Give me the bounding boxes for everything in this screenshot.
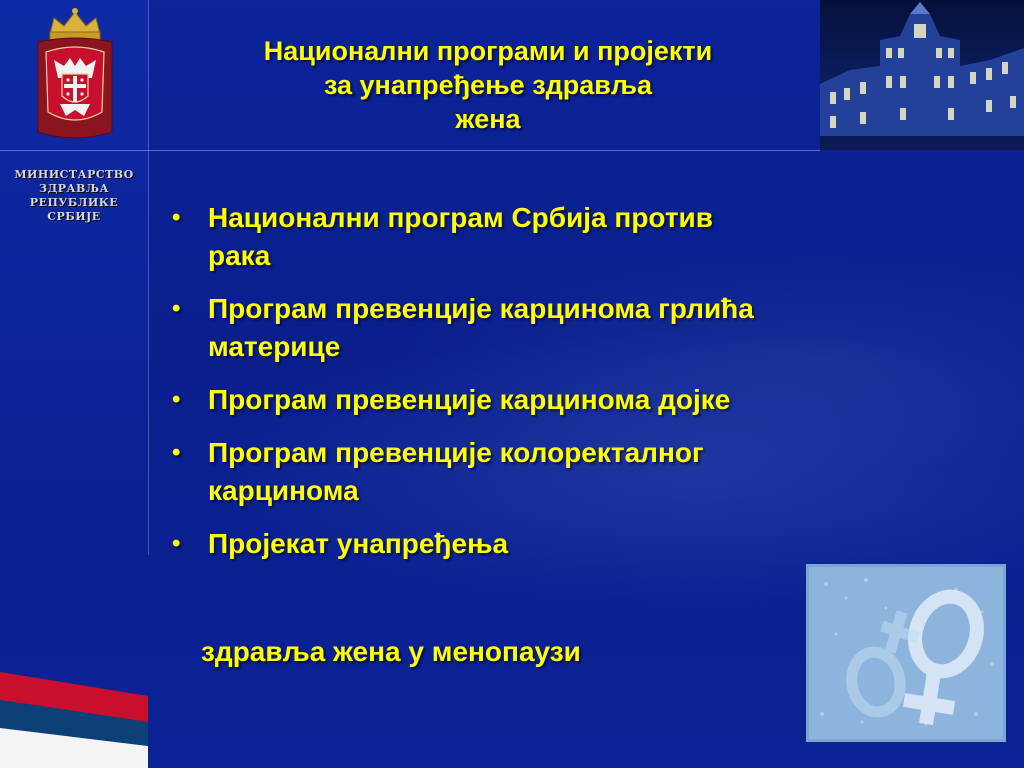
bullet-icon: •	[172, 204, 181, 231]
list-item	[166, 199, 1016, 275]
list-item-line: Пројекат унапређења	[208, 528, 509, 559]
ministry-label	[4, 168, 144, 224]
slide-title	[150, 34, 826, 136]
title-line: за унапређење здравља	[323, 70, 653, 100]
list-item	[166, 525, 1016, 563]
ministry-line: РЕПУБЛИКЕ	[29, 196, 119, 209]
coat-of-arms-icon	[32, 4, 118, 144]
list-item-line: Програм превенције карцинома дојке	[208, 384, 731, 415]
ministry-line: СРБИЈЕ	[47, 210, 101, 223]
program-list	[166, 199, 1016, 578]
list-item	[166, 434, 1016, 510]
crown-icon	[50, 8, 100, 40]
government-building-image	[820, 0, 1024, 150]
list-item-line: рака	[208, 240, 271, 271]
list-item-line: карцинома	[208, 475, 359, 506]
female-symbols-image	[806, 564, 1006, 742]
list-item	[166, 290, 1016, 366]
list-item	[166, 381, 1016, 419]
bullet-icon: •	[172, 295, 181, 322]
list-item-line: Национални програм Србија против	[208, 202, 713, 233]
title-line: Национални програми и пројекти	[263, 36, 713, 66]
list-item-line: материце	[208, 331, 341, 362]
bullet-icon: •	[172, 386, 181, 413]
serbian-flag-icon	[0, 672, 148, 768]
list-item-line: Програм превенције колоректалног	[208, 437, 704, 468]
bullet-icon: •	[172, 530, 181, 557]
bullet-icon: •	[172, 439, 181, 466]
list-item-line: Програм превенције карцинома грлића	[208, 293, 754, 324]
ministry-line: ЗДРАВЉА	[39, 182, 109, 195]
title-line: жена	[455, 104, 521, 134]
header-divider	[0, 150, 820, 151]
list-continuation: здравља жена у менопаузи	[201, 636, 581, 667]
ministry-line: МИНИСТАРСТВО	[14, 168, 134, 181]
